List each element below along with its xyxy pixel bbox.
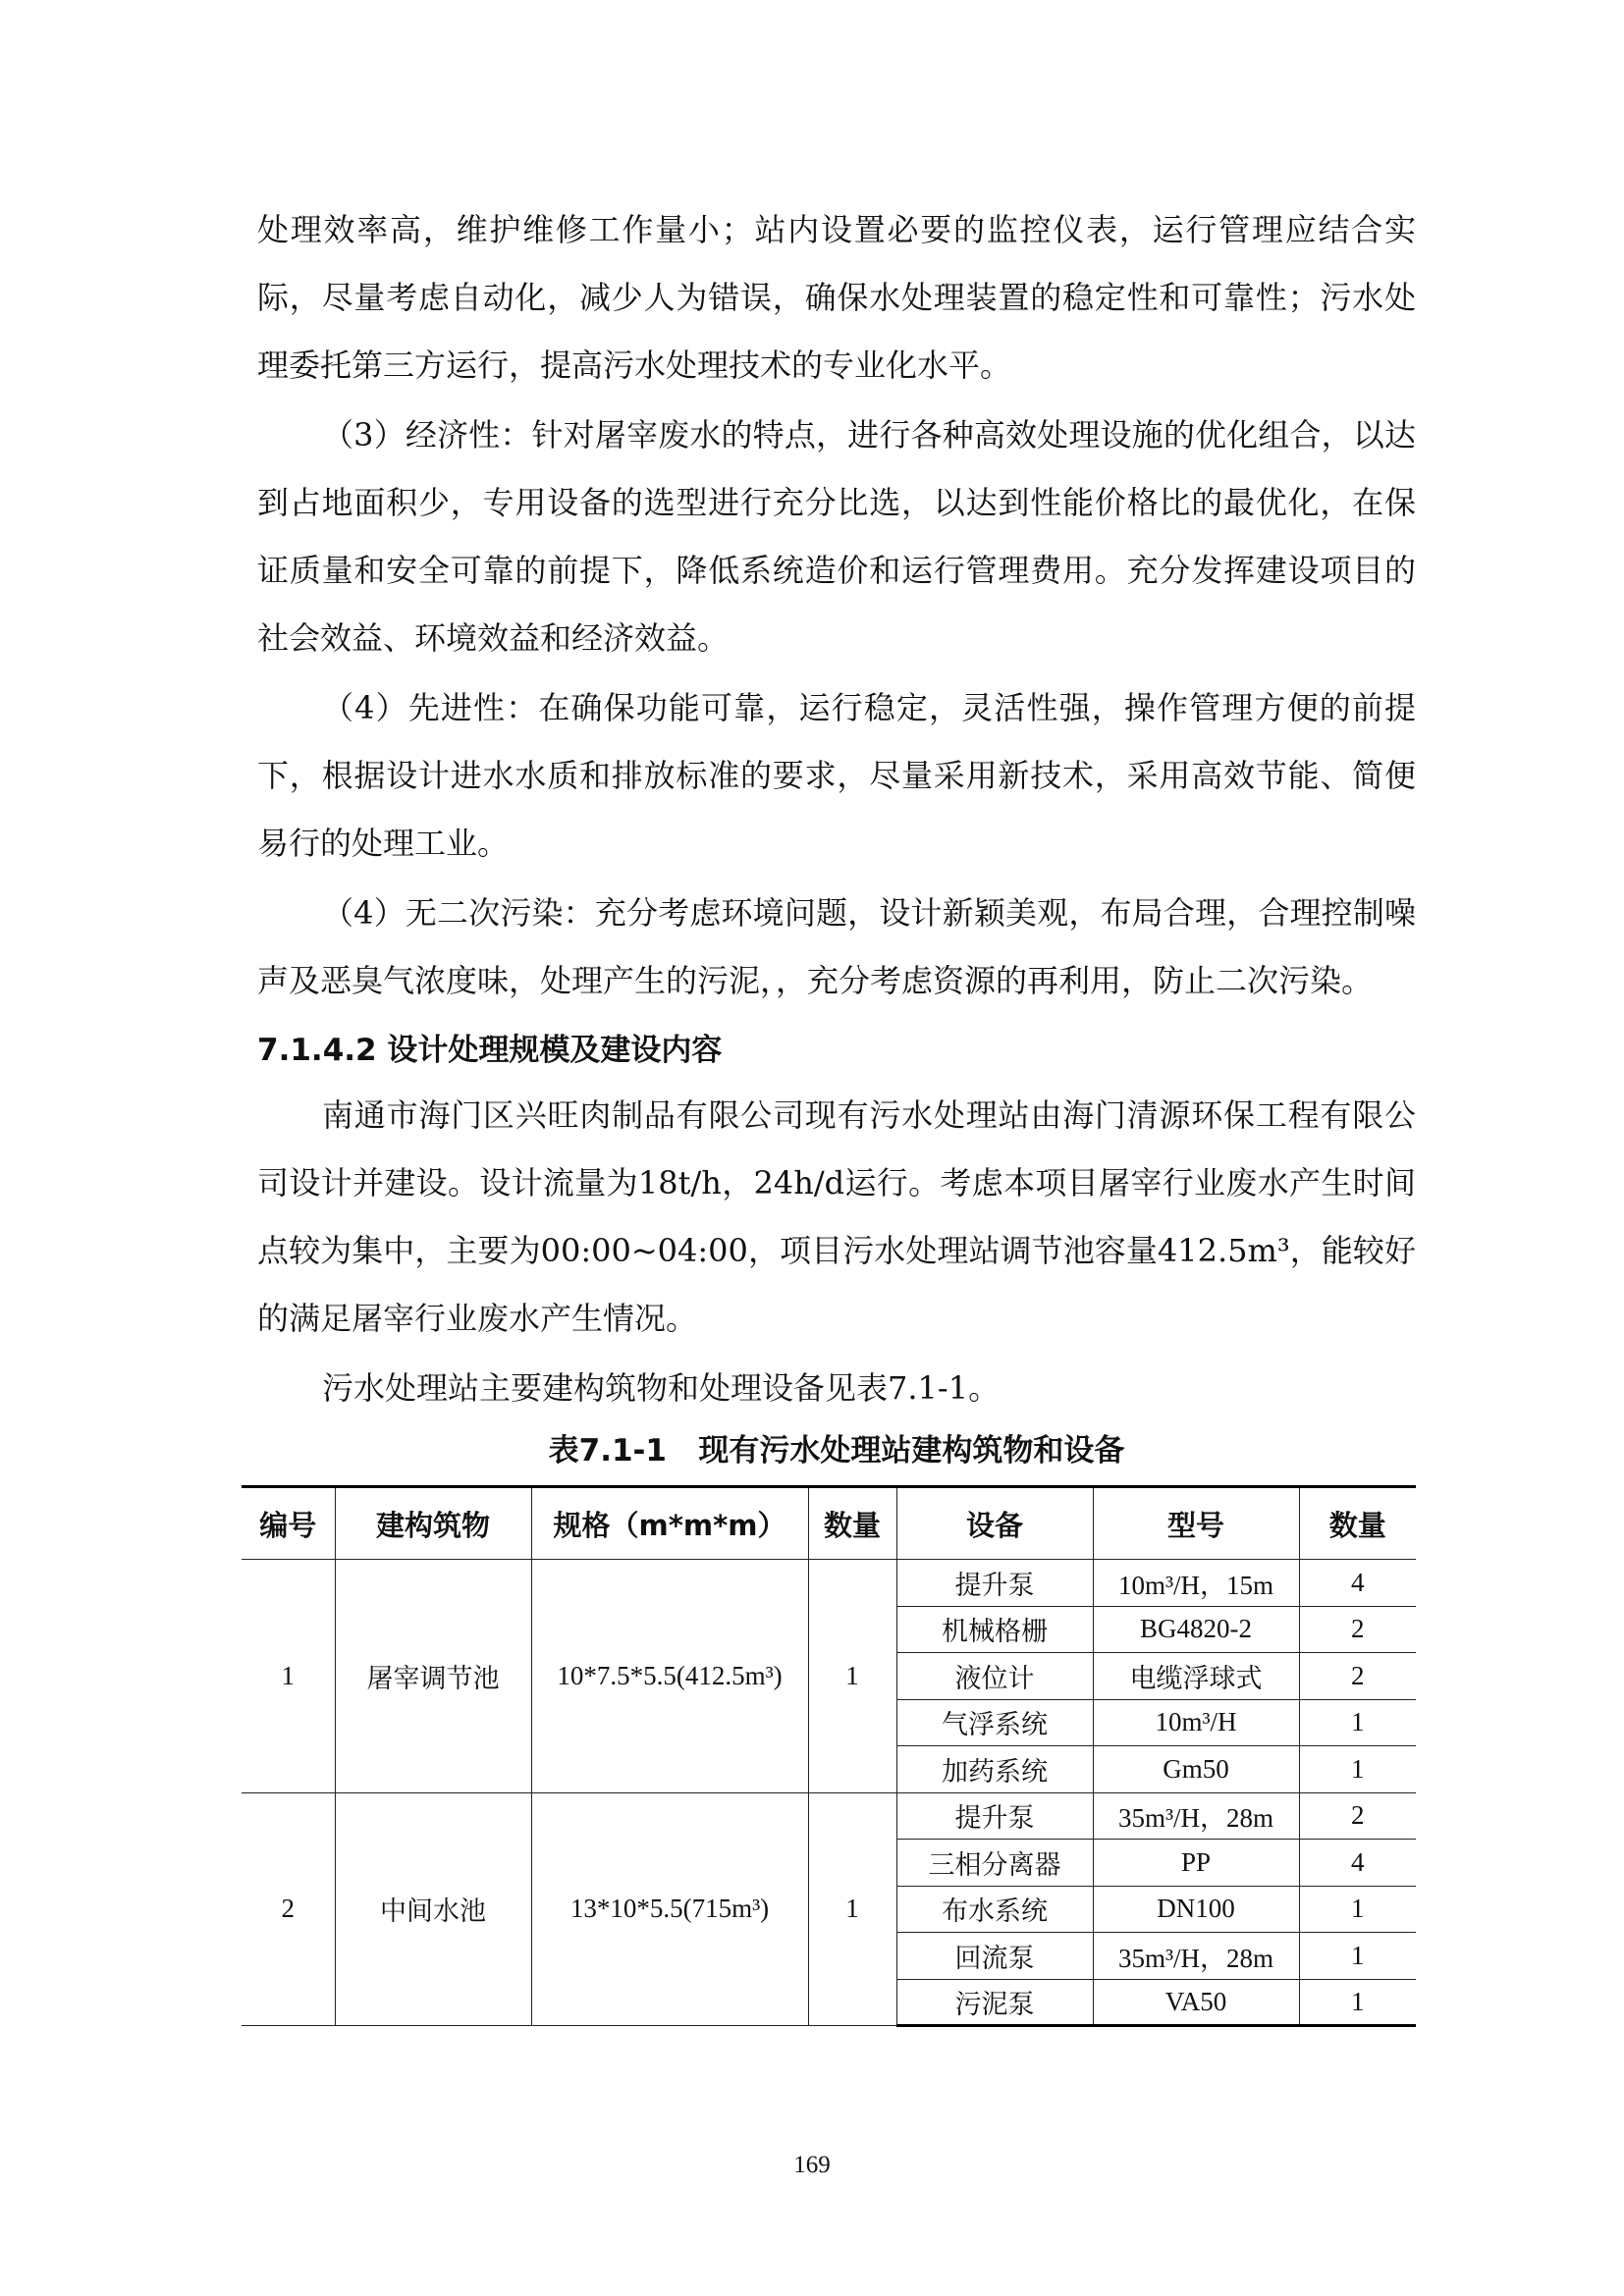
- cell-model: BG4820-2: [1093, 1606, 1299, 1653]
- cell-spec: 10*7.5*5.5(412.5m³): [531, 1560, 808, 1793]
- cell-structure: 中间水池: [335, 1792, 531, 2026]
- cell-equipment: 加药系统: [896, 1746, 1093, 1793]
- header-structure: 建构筑物: [335, 1487, 531, 1560]
- cell-equipment-quantity: 1: [1299, 1699, 1416, 1746]
- cell-model: VA50: [1093, 1979, 1299, 2026]
- cell-model: 35m³/H，28m: [1093, 1933, 1299, 1980]
- cell-equipment-quantity: 4: [1299, 1840, 1416, 1887]
- paragraph-scale: 南通市海门区兴旺肉制品有限公司现有污水处理站由海门清源环保工程有限公司设计并建设。设计流量为18t/h，24h/d运行。考虑本项目屠宰行业废水产生时间点较为集中，主要为00:00~04:00，项目污水处理站调节池容量412.5m³，能较好的满足屠宰行业废水产生情况。: [257, 1096, 1416, 1337]
- header-quantity: 数量: [808, 1487, 896, 1560]
- cell-number: 2: [242, 1792, 335, 2026]
- cell-equipment-quantity: 1: [1299, 1979, 1416, 2026]
- header-equipment-quantity: 数量: [1299, 1487, 1416, 1560]
- cell-equipment-quantity: 1: [1299, 1746, 1416, 1793]
- cell-equipment: 回流泵: [896, 1933, 1093, 1980]
- cell-equipment-quantity: 2: [1299, 1792, 1416, 1840]
- cell-equipment: 提升泵: [896, 1792, 1093, 1840]
- table-row: [242, 1560, 1416, 1607]
- cell-model: DN100: [1093, 1886, 1299, 1933]
- cell-structure: 屠宰调节池: [335, 1560, 531, 1793]
- equipment-table: [242, 1485, 1416, 2027]
- cell-equipment: 三相分离器: [896, 1840, 1093, 1887]
- header-number: 编号: [242, 1487, 335, 1560]
- paragraph-efficiency: 处理效率高，维护维修工作量小；站内设置必要的监控仪表，运行管理应结合实际，尽量考虑自动化，减少人为错误，确保水处理装置的稳定性和可靠性；污水处理委托第三方运行，提高污水处理技术的专业化水平。: [257, 211, 1416, 384]
- cell-equipment-quantity: 1: [1299, 1886, 1416, 1933]
- cell-model: 10m³/H，15m: [1093, 1560, 1299, 1607]
- cell-equipment: 提升泵: [896, 1560, 1093, 1607]
- cell-equipment: 布水系统: [896, 1886, 1093, 1933]
- paragraph-economy: （3）经济性：针对屠宰废水的特点，进行各种高效处理设施的优化组合，以达到占地面积少，专用设备的选型进行充分比选，以达到性能价格比的最优化，在保证质量和安全可靠的前提下，降低系统造价和运行管理费用。充分发挥建设项目的社会效益、环境效益和经济效益。: [257, 416, 1416, 657]
- paragraph-advanced: （4）先进性：在确保功能可靠，运行稳定，灵活性强，操作管理方便的前提下，根据设计进水水质和排放标准的要求，尽量采用新技术，采用高效节能、简便易行的处理工业。: [257, 689, 1416, 862]
- paragraph-table-ref: 污水处理站主要建构筑物和处理设备见表7.1-1。: [322, 1369, 1001, 1407]
- cell-model: PP: [1093, 1840, 1299, 1887]
- cell-spec: 13*10*5.5(715m³): [531, 1792, 808, 2026]
- header-equipment: 设备: [896, 1487, 1093, 1560]
- cell-quantity: 1: [808, 1792, 896, 2026]
- cell-model: Gm50: [1093, 1746, 1299, 1793]
- table-row: [242, 1792, 1416, 1840]
- cell-equipment: 气浮系统: [896, 1699, 1093, 1746]
- cell-equipment: 液位计: [896, 1653, 1093, 1700]
- cell-equipment-quantity: 2: [1299, 1606, 1416, 1653]
- header-model: 型号: [1093, 1487, 1299, 1560]
- cell-number: 1: [242, 1560, 335, 1793]
- cell-equipment: 污泥泵: [896, 1979, 1093, 2026]
- table-title: 表7.1-1 现有污水处理站建构筑物和设备: [548, 1433, 1125, 1468]
- cell-quantity: 1: [808, 1560, 896, 1793]
- page-number: 169: [793, 2152, 831, 2178]
- cell-equipment-quantity: 4: [1299, 1560, 1416, 1607]
- section-heading: 7.1.4.2 设计处理规模及建设内容: [257, 1033, 723, 1068]
- cell-model: 10m³/H: [1093, 1699, 1299, 1746]
- cell-model: 35m³/H，28m: [1093, 1792, 1299, 1840]
- table-header-row: [242, 1487, 1416, 1560]
- cell-equipment: 机械格栅: [896, 1606, 1093, 1653]
- paragraph-no-pollution: （4）无二次污染：充分考虑环境问题，设计新颖美观，布局合理，合理控制噪声及恶臭气浓度味，处理产生的污泥，，充分考虑资源的再利用，防止二次污染。: [257, 894, 1416, 999]
- cell-equipment-quantity: 1: [1299, 1933, 1416, 1980]
- cell-model: 电缆浮球式: [1093, 1653, 1299, 1700]
- cell-equipment-quantity: 2: [1299, 1653, 1416, 1700]
- header-spec: 规格（m*m*m）: [531, 1487, 808, 1560]
- document-page: [257, 196, 1416, 2027]
